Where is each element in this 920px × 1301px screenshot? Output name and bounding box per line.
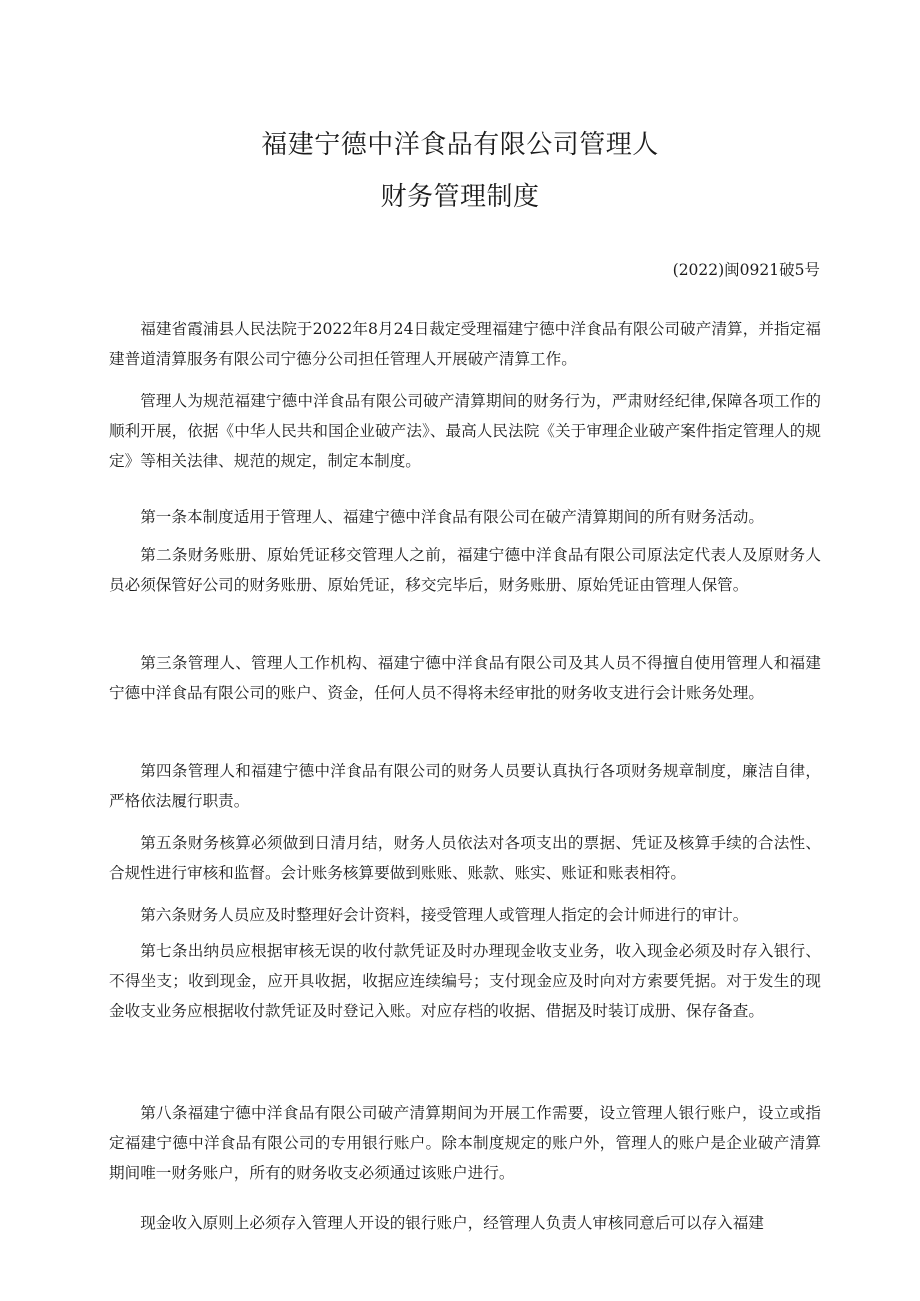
paragraph-article-1: 第一条本制度适用于管理人、福建宁德中洋食品有限公司在破产清算期间的所有财务活动。 [140, 508, 764, 526]
paragraph-article-5: 第五条财务核算必须做到日清月结，财务人员依法对各项支出的票据、凭证及核算手续的合法性、合规性进行审核和监督。会计账务核算要做到账账、账款、账实、账证和账表相符。 [109, 834, 821, 882]
paragraph-article-3: 第三条管理人、管理人工作机构、福建宁德中洋食品有限公司及其人员不得擅自使用管理人和福建宁德中洋食品有限公司的账户、资金，任何人员不得将未经审批的财务收支进行会计账务处理。 [109, 654, 821, 702]
paragraph-cash-income: 现金收入原则上必须存入管理人开设的银行账户，经管理人负责人审核同意后可以存入福建 [140, 1214, 764, 1232]
paragraph-article-6: 第六条财务人员应及时整理好会计资料，接受管理人或管理人指定的会计师进行的审计。 [140, 906, 749, 924]
document-title-line1: 福建宁德中洋食品有限公司管理人 [261, 130, 659, 160]
document-number: (2022)闽0921破5号 [672, 261, 820, 279]
paragraph-article-2: 第二条财务账册、原始凭证移交管理人之前，福建宁德中洋食品有限公司原法定代表人及原财务人员必须保管好公司的财务账册、原始凭证，移交完毕后，财务账册、原始凭证由管理人保管。 [109, 546, 821, 594]
paragraph-article-8: 第八条福建宁德中洋食品有限公司破产清算期间为开展工作需要，设立管理人银行账户，设立或指定福建宁德中洋食品有限公司的专用银行账户。除本制度规定的账户外，管理人的账户是企业破产清算期间唯一财务账户，所有的财务收支必须通过该账户进行。 [109, 1104, 821, 1182]
paragraph-article-4: 第四条管理人和福建宁德中洋食品有限公司的财务人员要认真执行各项财务规章制度，廉洁自律，严格依法履行职责。 [109, 762, 821, 810]
paragraph-intro-purpose: 管理人为规范福建宁德中洋食品有限公司破产清算期间的财务行为，严肃财经纪律,保障各项工作的顺利开展，依据《中华人民共和国企业破产法》、最高人民法院《关于审理企业破产案件指定管理人的规定》等相关法律、规范的规定，制定本制度。 [109, 392, 821, 470]
paragraph-intro-court: 福建省霞浦县人民法院于2022年8月24日裁定受理福建宁德中洋食品有限公司破产清算，并指定福建普道清算服务有限公司宁德分公司担任管理人开展破产清算工作。 [109, 320, 821, 368]
document-title-line2: 财务管理制度 [380, 182, 540, 212]
paragraph-article-7: 第七条出纳员应根据审核无误的收付款凭证及时办理现金收支业务，收入现金必须及时存入银行、不得坐支；收到现金，应开具收据，收据应连续编号；支付现金应及时向对方索要凭据。对于发生的现金收支业务应根据收付款凭证及时登记入账。对应存档的收据、借据及时装订成册、保存备查。 [109, 942, 821, 1020]
